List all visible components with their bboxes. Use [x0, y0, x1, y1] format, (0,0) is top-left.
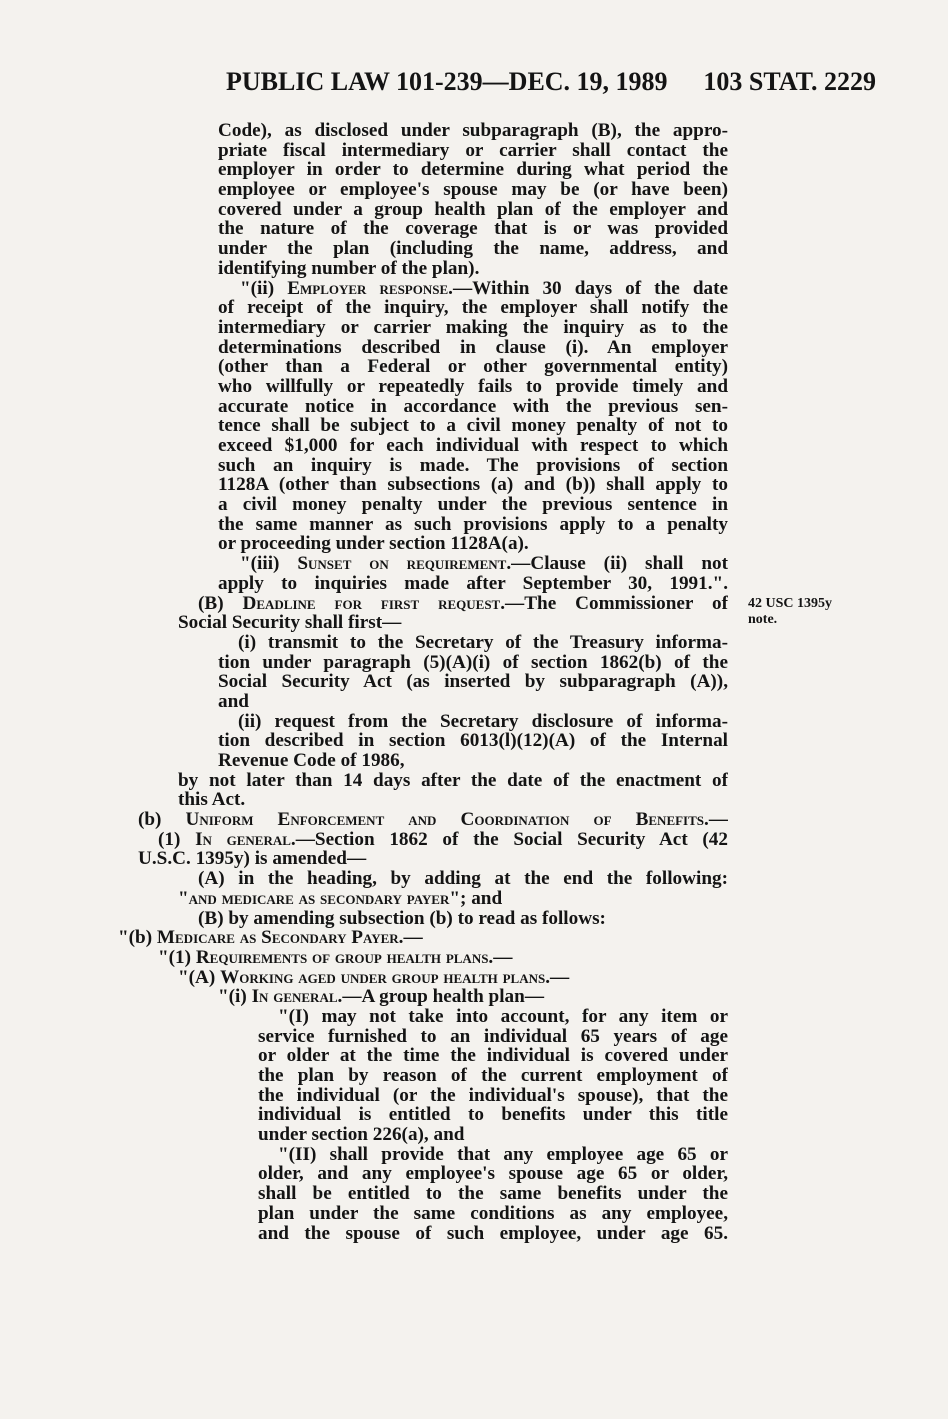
text-line: under section 226(a), and: [258, 1124, 465, 1146]
subparagraph-heading-line: (B) Deadline for first request.—The Commissioner of: [198, 593, 728, 614]
text-line: individual is entitled to benefits under this title: [258, 1105, 728, 1126]
text-line: and the spouse of such employee, under age 65.: [258, 1223, 728, 1244]
subparagraph-heading-deadline: Deadline for first request.: [242, 593, 506, 614]
text-line: shall be entitled to the same benefits under the: [258, 1184, 728, 1204]
running-header-title: PUBLIC LAW 101-239—DEC. 19, 1989: [226, 67, 668, 96]
paragraph-heading-line: (1) In general.—Section 1862 of the Social Security Act (42: [158, 829, 728, 850]
text-line: by not later than 14 days after the date of the enactment of: [178, 770, 728, 791]
clause-heading-employer-response: Employer response.: [287, 278, 453, 299]
text-line: who willfully or repeatedly fails to provide timely and: [218, 376, 728, 397]
text-line: service furnished to an individual 65 years of age: [258, 1026, 728, 1047]
text-line: older, and any employee's spouse age 65 or older,: [258, 1164, 728, 1185]
text-line: the nature of the coverage that is or was provided: [218, 219, 728, 240]
text-line: the plan by reason of the current employment of: [258, 1066, 728, 1086]
text-line: (B) by amending subsection (b) to read as follows:: [198, 907, 606, 929]
text-line: "and medicare as secondary payer"; and: [178, 887, 503, 909]
clause-heading-in-general: In general.: [251, 986, 343, 1008]
text-line: intermediary or carrier making the inquiry as to the: [218, 317, 728, 338]
subsection-heading-line: "(b) Medicare as Secondary Payer.—: [118, 927, 423, 949]
text-line: or older at the time the individual is covered under: [258, 1046, 728, 1066]
text-line: determinations described in clause (i). An employer: [218, 337, 728, 358]
text-line: the individual (or the individual's spouse), that the: [258, 1085, 728, 1106]
text-line: such an inquiry is made. The provisions of section: [218, 455, 728, 476]
clause-heading-line: "(iii) Sunset on requirement.—Clause (ii) shall not: [240, 554, 728, 574]
text-line: U.S.C. 1395y) is amended—: [138, 848, 367, 870]
text-line: Social Security shall first—: [178, 612, 402, 634]
text-line: identifying number of the plan).: [218, 257, 480, 279]
paragraph-heading-in-general: In general.: [195, 829, 296, 850]
text-line: priate fiscal intermediary or carrier shall contact the: [218, 140, 728, 161]
margin-note-label: note.: [748, 612, 778, 627]
clause-heading-line: "(ii) Employer response.—Within 30 days of the date: [240, 278, 728, 299]
text-line: "(II) shall provide that any employee age 65 or: [278, 1144, 728, 1165]
subsection-heading-medicare-secondary-payer: Medicare as Secondary Payer.: [156, 927, 404, 949]
text-line: (other than a Federal or other governmental entity): [218, 357, 728, 377]
paragraph-heading-line: "(1) Requirements of group health plans.—: [158, 946, 513, 968]
text-line: plan under the same conditions as any employee,: [258, 1203, 728, 1224]
text-line: (A) in the heading, by adding at the end the following:: [198, 869, 728, 889]
text-line: tence shall be subject to a civil money penalty of not to: [218, 416, 728, 436]
subparagraph-heading-line: "(A) Working aged under group health plans.—: [178, 966, 570, 988]
text-line: employer in order to determine during what period the: [218, 160, 728, 181]
statute-body: [0, 121, 948, 1243]
text-line: or proceeding under section 1128A(a).: [218, 533, 529, 555]
text-line: (i) transmit to the Secretary of the Treasury informa-: [238, 632, 728, 653]
running-header-page-number: 103 STAT. 2229: [703, 67, 876, 96]
inserted-heading-text: and medicare as secondary payer: [188, 887, 450, 909]
clause-heading-sunset: Sunset on requirement.: [297, 554, 512, 574]
subsection-heading-line: (b) Uniform Enforcement and Coordination of Benefits.—: [138, 810, 728, 830]
text-line: exceed $1,000 for each individual with respect to which: [218, 436, 728, 456]
text-line: and: [218, 690, 249, 712]
subparagraph-heading-working-aged: Working aged under group health plans.: [220, 966, 551, 988]
text-line: under the plan (including the name, address, and: [218, 239, 728, 259]
text-line: covered under a group health plan of the employer and: [218, 199, 728, 220]
margin-note-citation: 42 USC 1395y: [748, 596, 833, 611]
clause-heading-line: "(i) In general.—A group health plan—: [218, 986, 545, 1008]
text-line: of receipt of the inquiry, the employer shall notify the: [218, 298, 728, 318]
paragraph-heading-requirements: Requirements of group health plans.: [195, 946, 494, 968]
text-line: employee or employee's spouse may be (or have been): [218, 180, 728, 200]
text-line: a civil money penalty under the previous sentence in: [218, 495, 728, 515]
text-line: the same manner as such provisions apply to a penalty: [218, 514, 728, 535]
text-line: Social Security Act (as inserted by subparagraph (A)),: [218, 672, 728, 692]
text-line: (ii) request from the Secretary disclosure of informa-: [238, 711, 728, 732]
text-line: Revenue Code of 1986,: [218, 750, 405, 771]
text-line: "(I) may not take into account, for any item or: [278, 1006, 728, 1027]
text-line: tion described in section 6013(l)(12)(A) of the Internal: [218, 731, 728, 751]
text-line: apply to inquiries made after September 30, 1991.".: [218, 573, 728, 594]
text-line: 1128A (other than subsections (a) and (b)) shall apply to: [218, 475, 728, 496]
text-line: tion under paragraph (5)(A)(i) of section 1862(b) of the: [218, 652, 728, 673]
subsection-heading-uniform-enforcement: Uniform Enforcement and Coordination of Benefits.: [185, 810, 709, 830]
text-line: Code), as disclosed under subparagraph (B), the appro-: [218, 121, 728, 141]
text-line: accurate notice in accordance with the previous sen-: [218, 396, 728, 417]
text-line: this Act.: [178, 789, 246, 811]
